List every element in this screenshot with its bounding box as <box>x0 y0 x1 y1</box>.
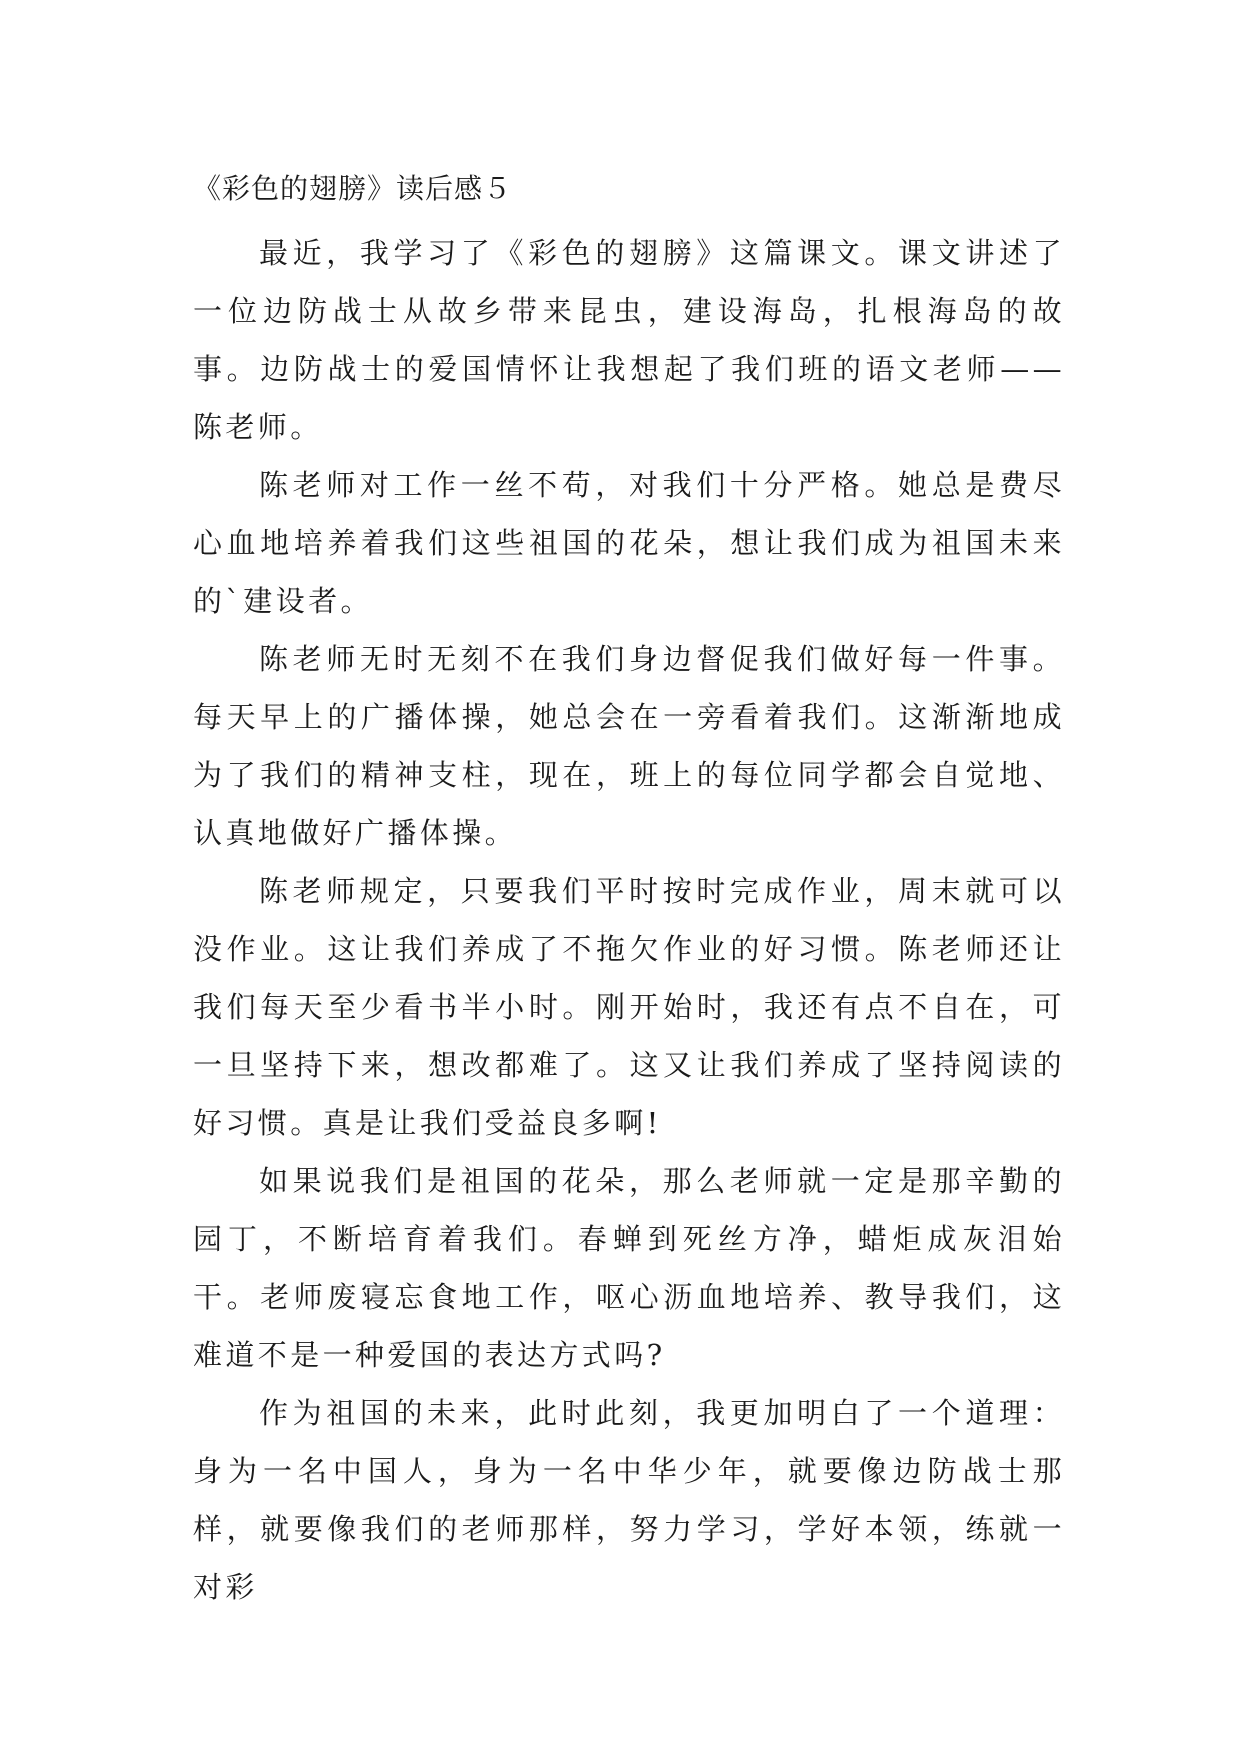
paragraph: 最近，我学习了《彩色的翅膀》这篇课文。课文讲述了一位边防战士从故乡带来昆虫，建设海岛，扎根海岛的故事。边防战士的爱国情怀让我想起了我们班的语文老师——陈老师。 <box>193 236 1065 444</box>
paragraph: 作为祖国的未来，此时此刻，我更加明白了一个道理：身为一名中国人，身为一名中华少年，就要像边防战士那样，就要像我们的老师那样，努力学习，学好本领，练就一对彩 <box>193 1396 1065 1604</box>
paragraph: 陈老师规定，只要我们平时按时完成作业，周末就可以没作业。这让我们养成了不拖欠作业的好习惯。陈老师还让我们每天至少看书半小时。刚开始时，我还有点不自在，可一旦坚持下来，想改都难了。这又让我们养成了坚持阅读的好习惯。真是让我们受益良多啊! <box>193 874 1065 1140</box>
document-body <box>193 160 1065 1616</box>
paragraph: 如果说我们是祖国的花朵，那么老师就一定是那辛勤的园丁，不断培育着我们。春蝉到死丝方净，蜡炬成灰泪始干。老师废寝忘食地工作，呕心沥血地培养、教导我们，这难道不是一种爱国的表达方式吗? <box>193 1164 1065 1372</box>
document-title: 《彩色的翅膀》读后感５ <box>193 172 513 205</box>
paragraph: 陈老师无时无刻不在我们身边督促我们做好每一件事。每天早上的广播体操，她总会在一旁看着我们。这渐渐地成为了我们的精神支柱，现在，班上的每位同学都会自觉地、认真地做好广播体操。 <box>193 642 1065 850</box>
paragraph: 陈老师对工作一丝不苟，对我们十分严格。她总是费尽心血地培养着我们这些祖国的花朵，想让我们成为祖国未来的`建设者。 <box>193 468 1065 618</box>
